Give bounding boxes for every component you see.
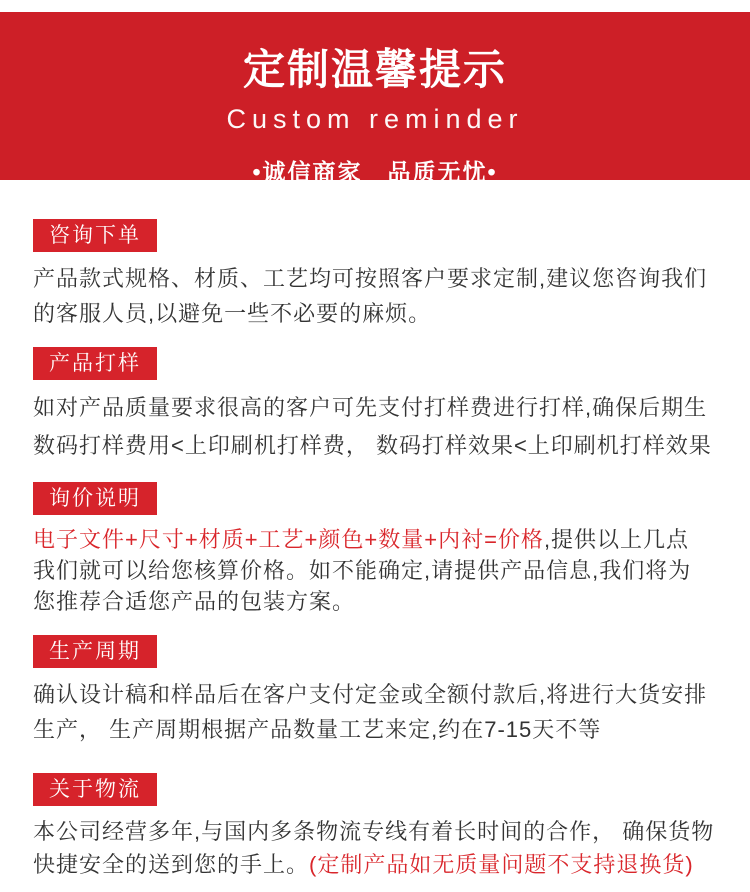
header-banner: [0, 12, 750, 185]
section-badge: 咨询下单: [33, 219, 157, 252]
section-badge: 关于物流: [33, 773, 157, 806]
body-line: [33, 586, 740, 617]
text-segment: 的客服人员,以避免一些不必要的麻烦。: [33, 301, 432, 326]
section-badge: 产品打样: [33, 347, 157, 380]
section-badge: 询价说明: [33, 482, 157, 515]
text-segment: 确认设计稿和样品后在客户支付定金或全额付款后,将进行大货安排: [33, 682, 708, 707]
body-line: [33, 712, 740, 747]
body-line: [33, 677, 740, 712]
section-body: [33, 389, 740, 465]
text-segment: 生产， 生产周期根据产品数量工艺来定,约在7-15天不等: [33, 717, 602, 742]
text-segment: ,提供以上几点: [543, 527, 690, 552]
text-segment: 本公司经营多年,与国内多条物流专线有着长时间的合作， 确保货物: [33, 819, 715, 844]
text-segment: 快捷安全的送到您的手上。: [33, 852, 310, 877]
section-inquiry-note: [33, 482, 740, 617]
body-line: [33, 261, 740, 296]
text-segment: 产品款式规格、材质、工艺均可按照客户要求定制,建议您咨询我们: [33, 266, 708, 291]
text-segment: 数码打样费用<上印刷机打样费， 数码打样效果<上印刷机打样效果: [33, 433, 712, 458]
banner-subtitle: Custom reminder: [226, 104, 524, 134]
section-body: [33, 815, 740, 881]
section-badge: 生产周期: [33, 635, 157, 668]
banner-title: 定制温馨提示: [242, 46, 507, 93]
body-line: [33, 389, 740, 427]
section-consult-order: [33, 219, 740, 331]
section-production-cycle: [33, 635, 740, 747]
banner-tagline: •诚信商家 品质无忧•: [252, 159, 498, 185]
body-line: [33, 427, 740, 465]
text-segment: 如对产品质量要求很高的客户可先支付打样费进行打样,确保后期生: [33, 395, 708, 420]
section-product-sampling: [33, 347, 740, 465]
accent-text-segment: (定制产品如无质量问题不支持退换货): [309, 852, 694, 877]
body-line: [33, 555, 740, 586]
section-body: [33, 261, 740, 331]
accent-text-segment: 电子文件+尺寸+材质+工艺+颜色+数量+内衬=价格: [33, 527, 544, 552]
section-body: [33, 524, 740, 617]
sections-container: [0, 219, 750, 881]
body-line: [33, 524, 740, 555]
section-logistics: [33, 773, 740, 881]
section-body: [33, 677, 740, 747]
text-segment: 您推荐合适您产品的包装方案。: [33, 589, 356, 614]
text-segment: 我们就可以给您核算价格。如不能确定,请提供产品信息,我们将为: [33, 558, 692, 583]
body-line: [33, 296, 740, 331]
body-line: [33, 848, 740, 881]
body-line: [33, 815, 740, 848]
